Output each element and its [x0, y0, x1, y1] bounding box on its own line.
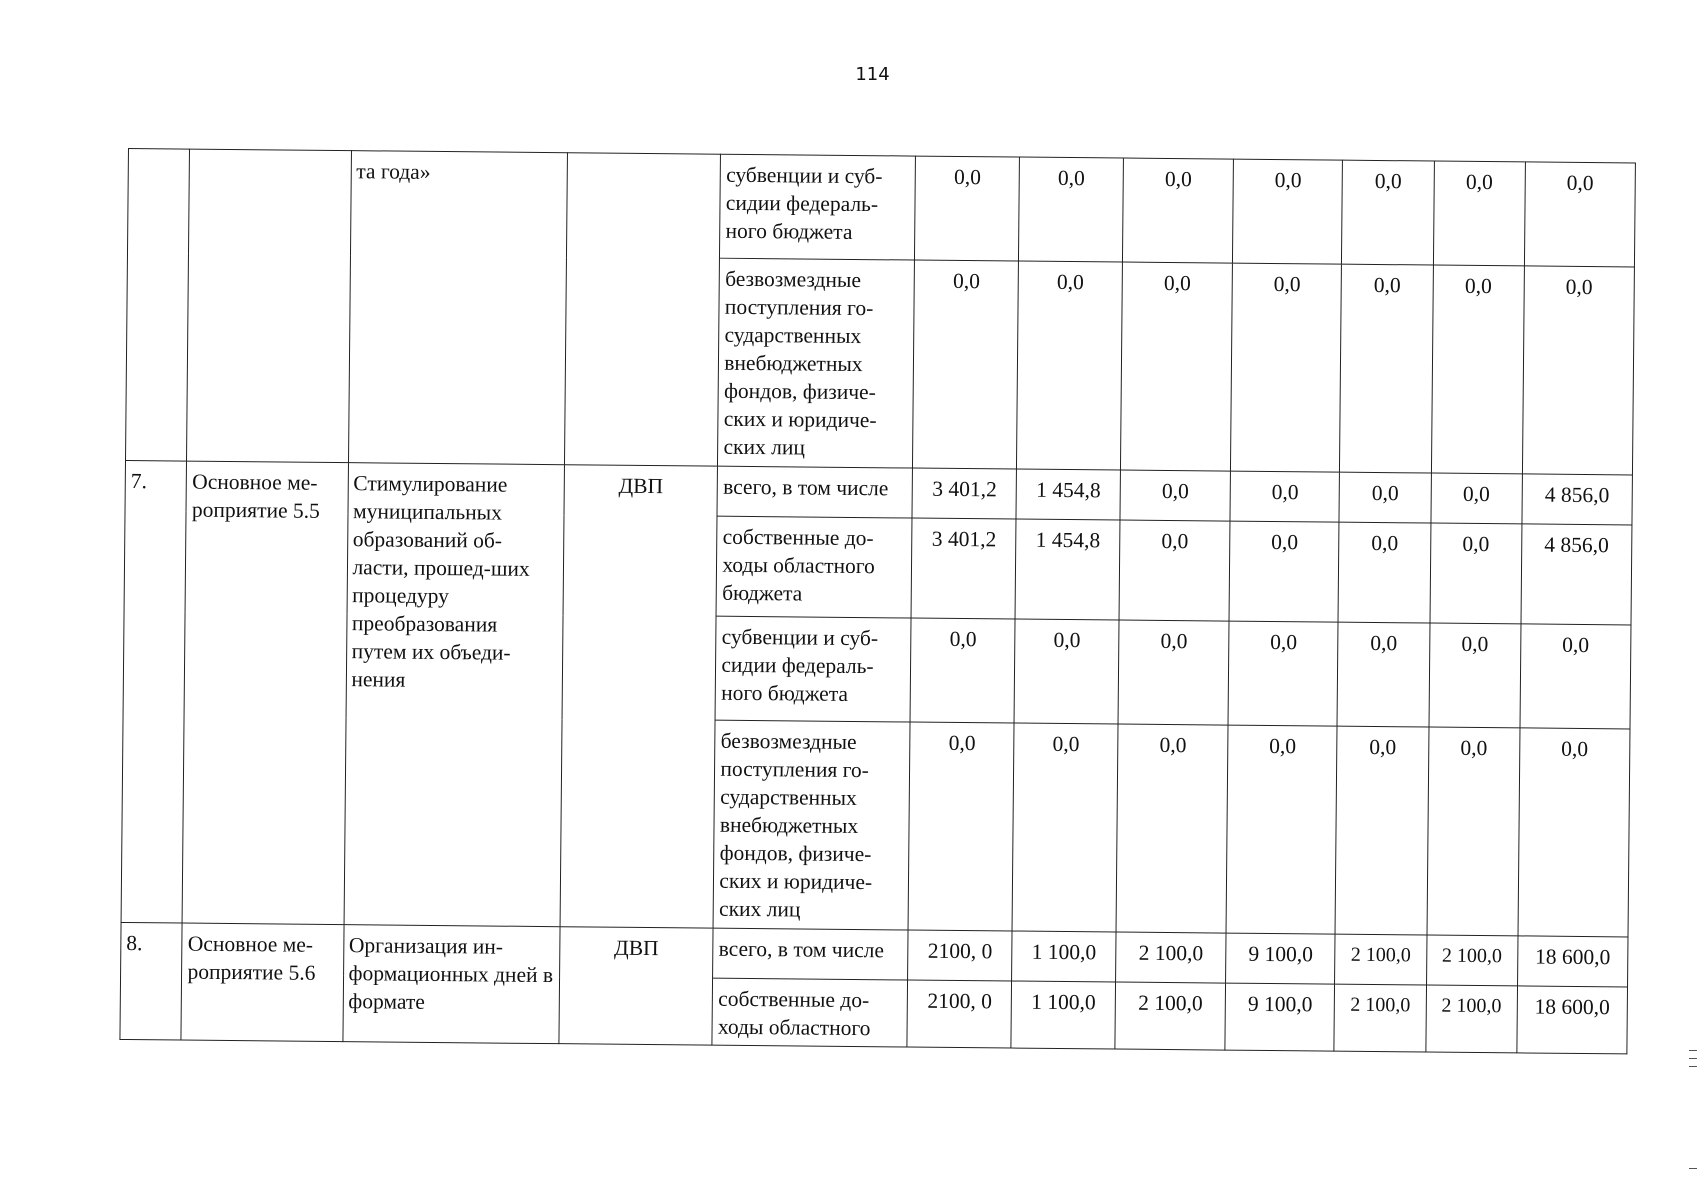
- value-cell: 0,0: [1339, 472, 1431, 523]
- value-cell: 0,0: [1019, 157, 1124, 262]
- event-name-cell: Организация ин-формационных дней в формате: [342, 925, 559, 1044]
- value-cell: 2 100,0: [1426, 935, 1518, 986]
- value-cell: 1 100,0: [1011, 981, 1115, 1049]
- total-value-cell: 4 856,0: [1521, 524, 1632, 625]
- table-row: [127, 149, 1635, 267]
- value-cell: 0,0: [1338, 522, 1430, 623]
- value-cell: 0,0: [1230, 471, 1340, 522]
- total-value-cell: 18 600,0: [1517, 986, 1628, 1054]
- event-name-cell: Стимулирование муниципальных образований об-ласти, прошед-ших процедуру преобразования путем их объеди-нения: [344, 463, 565, 927]
- row-number-cell: [126, 149, 190, 462]
- total-value-cell: 0,0: [1522, 266, 1634, 475]
- value-cell: 0,0: [1431, 265, 1524, 474]
- value-cell: 2 100,0: [1115, 982, 1226, 1050]
- value-cell: 0,0: [1119, 520, 1230, 621]
- funding-source-cell: безвозмездные поступления го-сударственных внебюджетных фондов, физиче-ских и юридиче-ских лиц: [713, 720, 910, 930]
- budget-table-wrapper: [119, 148, 1635, 1054]
- value-cell: 2100, 0: [907, 980, 1011, 1048]
- value-cell: 2 100,0: [1335, 934, 1427, 985]
- value-cell: 0,0: [910, 618, 1015, 723]
- value-cell: 0,0: [1342, 160, 1434, 265]
- value-cell: 3 401,2: [912, 468, 1016, 519]
- funding-source-cell: безвозмездные поступления го-сударственных внебюджетных фондов, физиче-ских и юридиче-ских лиц: [718, 258, 915, 468]
- margin-tick: [1689, 1168, 1697, 1169]
- value-cell: 0,0: [913, 260, 1019, 469]
- total-value-cell: 4 856,0: [1522, 474, 1633, 525]
- value-cell: 0,0: [915, 156, 1020, 261]
- page-number: 114: [855, 64, 890, 85]
- event-cell: [187, 149, 351, 463]
- funding-source-cell: субвенции и суб-сидии федераль-ного бюджета: [720, 154, 916, 260]
- value-cell: 0,0: [1233, 159, 1343, 264]
- value-cell: 0,0: [1430, 523, 1522, 624]
- value-cell: 2 100,0: [1425, 985, 1517, 1053]
- value-cell: 0,0: [1427, 727, 1520, 936]
- value-cell: 0,0: [1228, 621, 1338, 726]
- funding-source-cell: субвенции и суб-сидии федераль-ного бюджета: [715, 616, 911, 722]
- value-cell: 2 100,0: [1116, 932, 1227, 983]
- value-cell: 0,0: [1231, 263, 1342, 472]
- value-cell: 3 401,2: [911, 518, 1016, 619]
- margin-tick: [1689, 1066, 1697, 1067]
- total-value-cell: 0,0: [1524, 162, 1635, 267]
- value-cell: 0,0: [1014, 619, 1119, 724]
- value-cell: 1 454,8: [1015, 519, 1120, 620]
- value-cell: 0,0: [1431, 473, 1523, 524]
- value-cell: 0,0: [1118, 620, 1229, 725]
- funding-source-cell: всего, в том числе: [713, 928, 908, 980]
- event-cell: Основное ме-роприятие 5.5: [183, 461, 349, 925]
- value-cell: 0,0: [1226, 725, 1337, 934]
- total-value-cell: 18 600,0: [1517, 936, 1628, 987]
- value-cell: 2 100,0: [1334, 984, 1426, 1052]
- total-value-cell: 0,0: [1520, 624, 1631, 729]
- value-cell: 0,0: [1120, 470, 1231, 521]
- value-cell: 9 100,0: [1226, 933, 1336, 984]
- event-cell: Основное ме-роприятие 5.6: [181, 923, 343, 1042]
- value-cell: 0,0: [908, 722, 1014, 931]
- row-number-cell: 7.: [121, 460, 187, 923]
- value-cell: 0,0: [1335, 726, 1428, 935]
- value-cell: 0,0: [1017, 261, 1123, 470]
- responsible-cell: [564, 153, 721, 466]
- margin-tick: [1689, 1058, 1697, 1059]
- margin-marks: [1689, 1050, 1697, 1074]
- value-cell: 2100, 0: [908, 930, 1012, 981]
- value-cell: 0,0: [1433, 161, 1525, 266]
- funding-source-cell: собственные до-ходы областного бюджета: [716, 516, 912, 618]
- budget-table: [119, 148, 1635, 1054]
- value-cell: 0,0: [1012, 723, 1118, 932]
- value-cell: 0,0: [1337, 622, 1429, 727]
- responsible-cell: ДВП: [560, 465, 718, 928]
- funding-source-cell: собственные до-ходы областного: [712, 978, 908, 1047]
- value-cell: 0,0: [1429, 623, 1521, 728]
- event-name-cell: та года»: [348, 151, 567, 465]
- value-cell: 0,0: [1122, 158, 1233, 263]
- value-cell: 1 454,8: [1016, 469, 1120, 520]
- row-number-cell: 8.: [120, 922, 183, 1040]
- value-cell: 0,0: [1116, 724, 1228, 933]
- value-cell: 1 100,0: [1012, 931, 1116, 982]
- total-value-cell: 0,0: [1518, 728, 1630, 937]
- value-cell: 9 100,0: [1225, 983, 1335, 1051]
- value-cell: 0,0: [1229, 521, 1339, 622]
- margin-tick: [1689, 1050, 1697, 1051]
- value-cell: 0,0: [1340, 264, 1433, 473]
- funding-source-cell: всего, в том числе: [717, 466, 912, 518]
- value-cell: 0,0: [1121, 262, 1233, 471]
- responsible-cell: ДВП: [559, 927, 714, 1045]
